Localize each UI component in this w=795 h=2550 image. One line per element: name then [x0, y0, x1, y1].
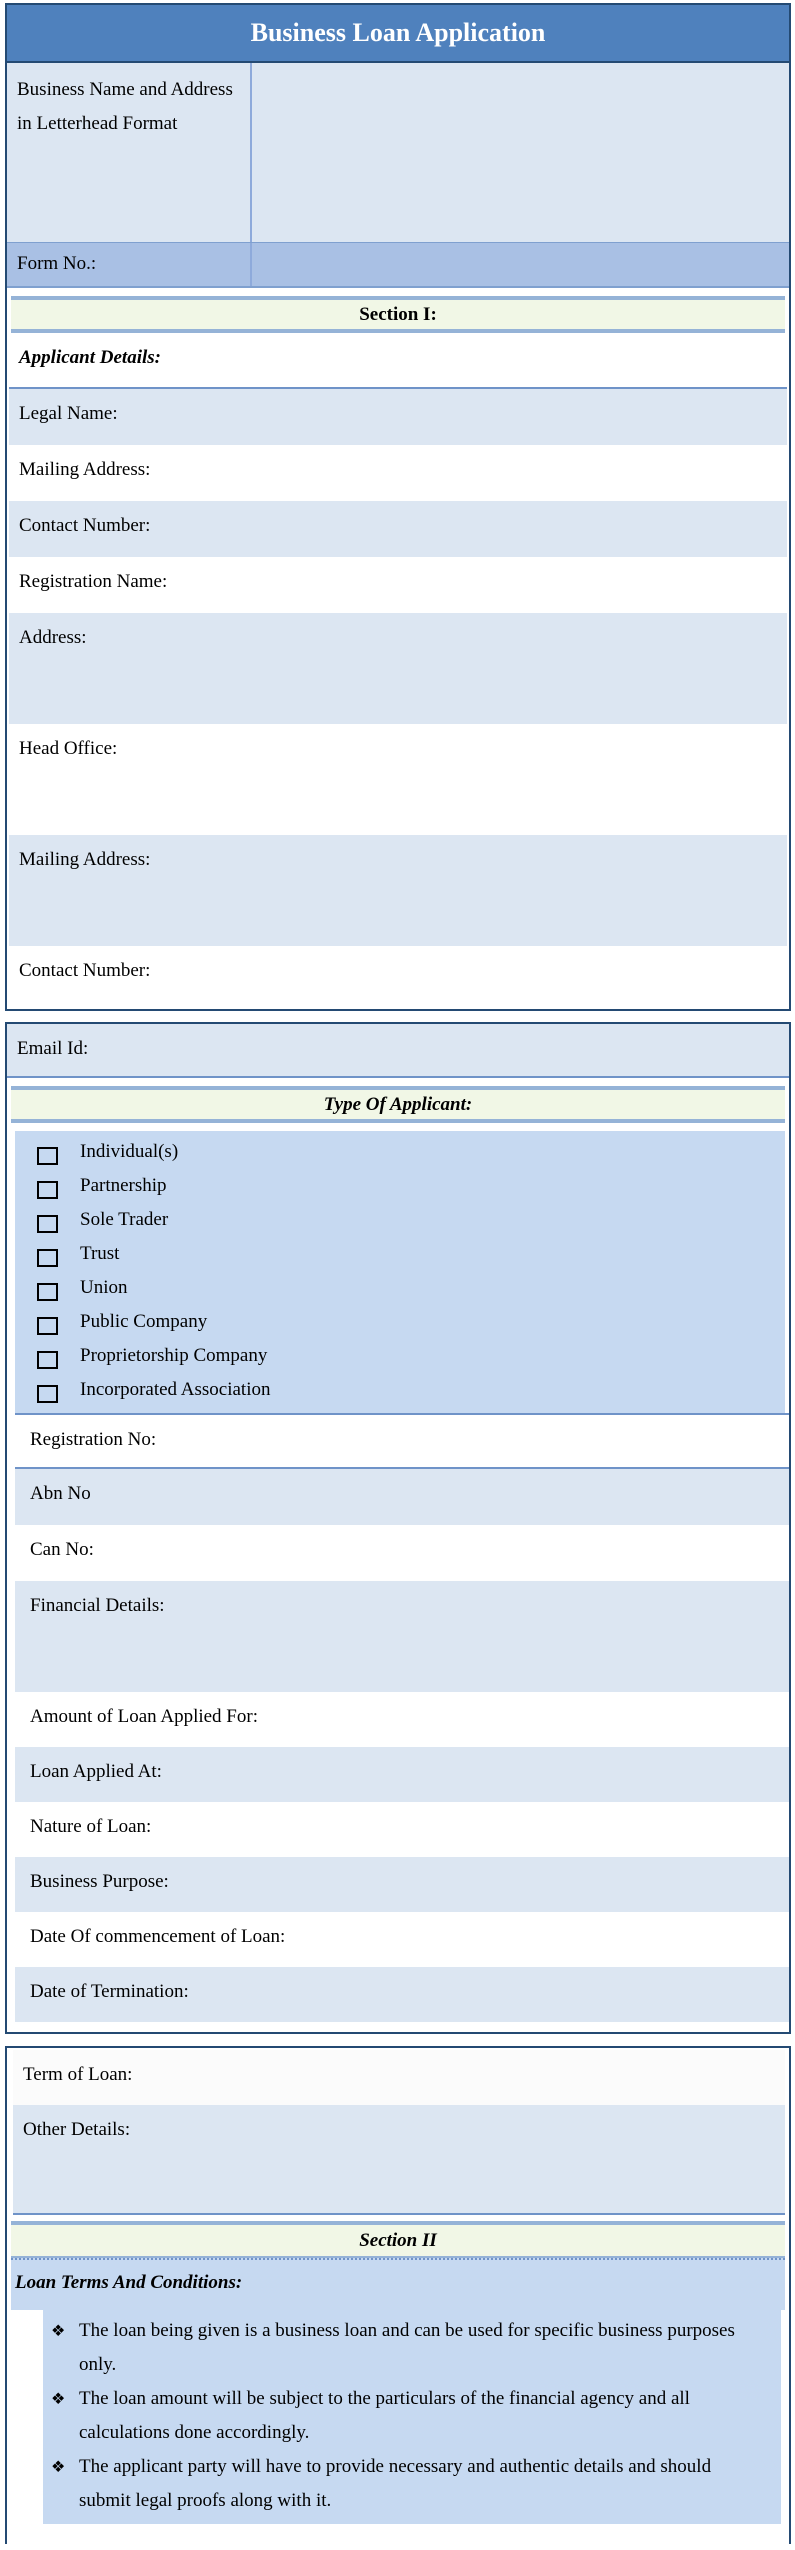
loan-terms-heading: Loan Terms And Conditions:	[11, 2258, 785, 2310]
checkbox[interactable]	[37, 1147, 58, 1165]
email-field[interactable]: Email Id:	[7, 1024, 789, 1078]
applicant-type-item[interactable]	[15, 1237, 785, 1271]
applicant-type-item[interactable]	[15, 1305, 785, 1339]
letterhead-label: Business Name and Address in Letterhead Format	[7, 63, 252, 242]
letterhead-field[interactable]	[252, 63, 789, 242]
mailing-address-field-2[interactable]: Mailing Address:	[9, 835, 787, 946]
checkbox[interactable]	[37, 1249, 58, 1267]
form-no-field[interactable]	[252, 243, 789, 286]
form-no-label: Form No.:	[7, 243, 252, 286]
loan-term-item	[51, 2382, 767, 2450]
address-field[interactable]: Address:	[9, 613, 787, 724]
checkbox[interactable]	[37, 1351, 58, 1369]
form-block-3	[5, 2046, 791, 2544]
registration-no-field[interactable]: Registration No:	[15, 1413, 789, 1469]
applicant-type-label: Public Company	[80, 1311, 208, 1332]
contact-number-field-2[interactable]: Contact Number:	[9, 946, 787, 1002]
type-of-applicant-wrap	[7, 1078, 789, 1123]
applicant-type-item[interactable]	[15, 1203, 785, 1237]
head-office-field[interactable]: Head Office:	[9, 724, 787, 835]
diamond-bullet-icon: ❖	[51, 2391, 66, 2408]
applicant-details-heading: Applicant Details:	[9, 333, 787, 389]
loan-applied-at-field[interactable]: Loan Applied At:	[15, 1747, 789, 1802]
checkbox[interactable]	[37, 1215, 58, 1233]
section-2-wrap	[7, 2215, 789, 2258]
checkbox[interactable]	[37, 1283, 58, 1301]
type-of-applicant-heading: Type Of Applicant:	[11, 1086, 785, 1123]
diamond-bullet-icon: ❖	[51, 2323, 66, 2340]
applicant-type-label: Sole Trader	[80, 1209, 169, 1230]
applicant-type-item[interactable]	[15, 1373, 785, 1407]
form-block-1	[5, 3, 791, 1011]
mailing-address-field[interactable]: Mailing Address:	[9, 445, 787, 501]
section-1-wrap	[7, 288, 789, 333]
loan-term-text: The loan amount will be subject to the particulars of the financial agency and all calculations done accordingly.	[79, 2388, 690, 2443]
date-of-termination-field[interactable]: Date of Termination:	[15, 1967, 789, 2022]
loan-term-text: The applicant party will have to provide necessary and authentic details and should submit legal proofs along with it.	[79, 2456, 712, 2511]
financial-details-field[interactable]: Financial Details:	[15, 1581, 789, 1692]
loan-term-text: The loan being given is a business loan and can be used for specific business purposes only.	[79, 2320, 735, 2375]
title-bar	[7, 5, 789, 63]
business-purpose-field[interactable]: Business Purpose:	[15, 1857, 789, 1912]
form-no-row	[7, 243, 789, 288]
checkbox[interactable]	[37, 1385, 58, 1403]
applicant-type-item[interactable]	[15, 1135, 785, 1169]
loan-term-item	[51, 2450, 767, 2518]
diamond-bullet-icon: ❖	[51, 2459, 66, 2476]
loan-terms-list	[43, 2310, 781, 2524]
term-of-loan-field[interactable]: Term of Loan:	[13, 2050, 785, 2105]
date-of-commencement-field[interactable]: Date Of commencement of Loan:	[15, 1912, 789, 1967]
other-details-field[interactable]: Other Details:	[13, 2105, 785, 2215]
applicant-type-label: Trust	[80, 1243, 120, 1264]
checkbox[interactable]	[37, 1181, 58, 1199]
applicant-type-label: Union	[80, 1277, 128, 1298]
section-1-heading: Section I:	[11, 296, 785, 333]
applicant-type-label: Proprietorship Company	[80, 1345, 268, 1366]
contact-number-field[interactable]: Contact Number:	[9, 501, 787, 557]
applicant-type-item[interactable]	[15, 1339, 785, 1373]
abn-no-field[interactable]: Abn No	[15, 1469, 789, 1525]
applicant-type-label: Individual(s)	[80, 1141, 179, 1162]
can-no-field[interactable]: Can No:	[15, 1525, 789, 1581]
applicant-type-item[interactable]	[15, 1169, 785, 1203]
applicant-type-label: Incorporated Association	[80, 1379, 271, 1400]
legal-name-field[interactable]: Legal Name:	[9, 389, 787, 445]
page-title: Business Loan Application	[250, 18, 546, 47]
letterhead-row	[7, 63, 789, 243]
applicant-type-list	[15, 1131, 785, 1413]
amount-of-loan-field[interactable]: Amount of Loan Applied For:	[15, 1692, 789, 1747]
applicant-type-item[interactable]	[15, 1271, 785, 1305]
registration-name-field[interactable]: Registration Name:	[9, 557, 787, 613]
checkbox[interactable]	[37, 1317, 58, 1335]
section-2-heading: Section II	[11, 2221, 785, 2258]
nature-of-loan-field[interactable]: Nature of Loan:	[15, 1802, 789, 1857]
applicant-type-label: Partnership	[80, 1175, 167, 1196]
form-block-2	[5, 1022, 791, 2034]
loan-term-item	[51, 2314, 767, 2382]
